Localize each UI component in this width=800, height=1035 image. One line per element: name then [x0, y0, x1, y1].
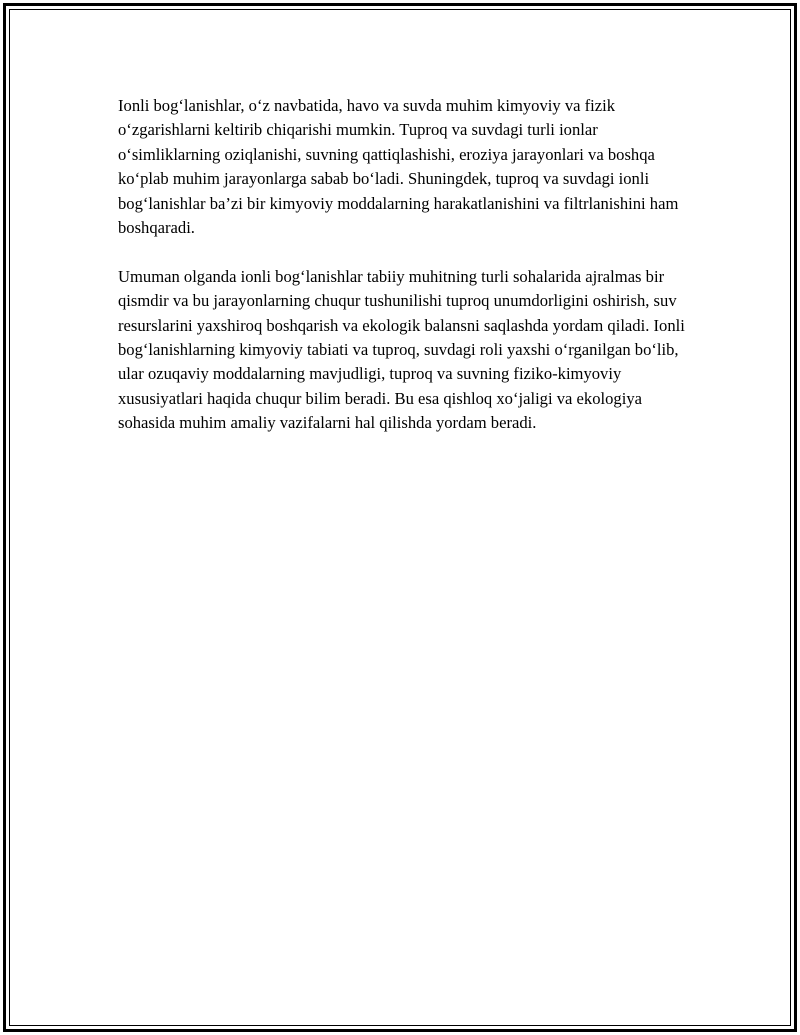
document-body	[118, 94, 696, 460]
paragraph-2: Umuman olganda ionli bog‘lanishlar tabiiy muhitning turli sohalarida ajralmas bir qismdir va bu jarayonlarning chuqur tushunilishi tuproq unumdorligini oshirish, suv resurslarini yaxshiroq boshqarish va ekologik balansni saqlashda yordam qiladi. Ionli bog‘lanishlarning kimyoviy tabiati va tuproq, suvdagi roli yaxshi o‘rganilgan bo‘lib, ular ozuqaviy moddalarning mavjudligi, tuproq va suvning fiziko-kimyoviy xususiyatlari haqida chuqur bilim beradi. Bu esa qishloq xo‘jaligi va ekologiya sohasida muhim amaliy vazifalarni hal qilishda yordam beradi.	[118, 266, 685, 433]
paragraph-1: Ionli bog‘lanishlar, o‘z navbatida, havo va suvda muhim kimyoviy va fizik o‘zgarishlarni keltirib chiqarishi mumkin. Tuproq va suvdagi turli ionlar o‘simliklarning oziqlanishi, suvning qattiqlashishi, eroziya jarayonlari va boshqa ko‘plab muhim jarayonlarga sabab bo‘ladi. Shuningdek, tuproq va suvdagi ionli bog‘lanishlar ba’zi bir kimyoviy moddalarning harakatlanishini va filtrlanishini ham boshqaradi.	[118, 96, 679, 238]
page-border	[3, 3, 797, 1032]
